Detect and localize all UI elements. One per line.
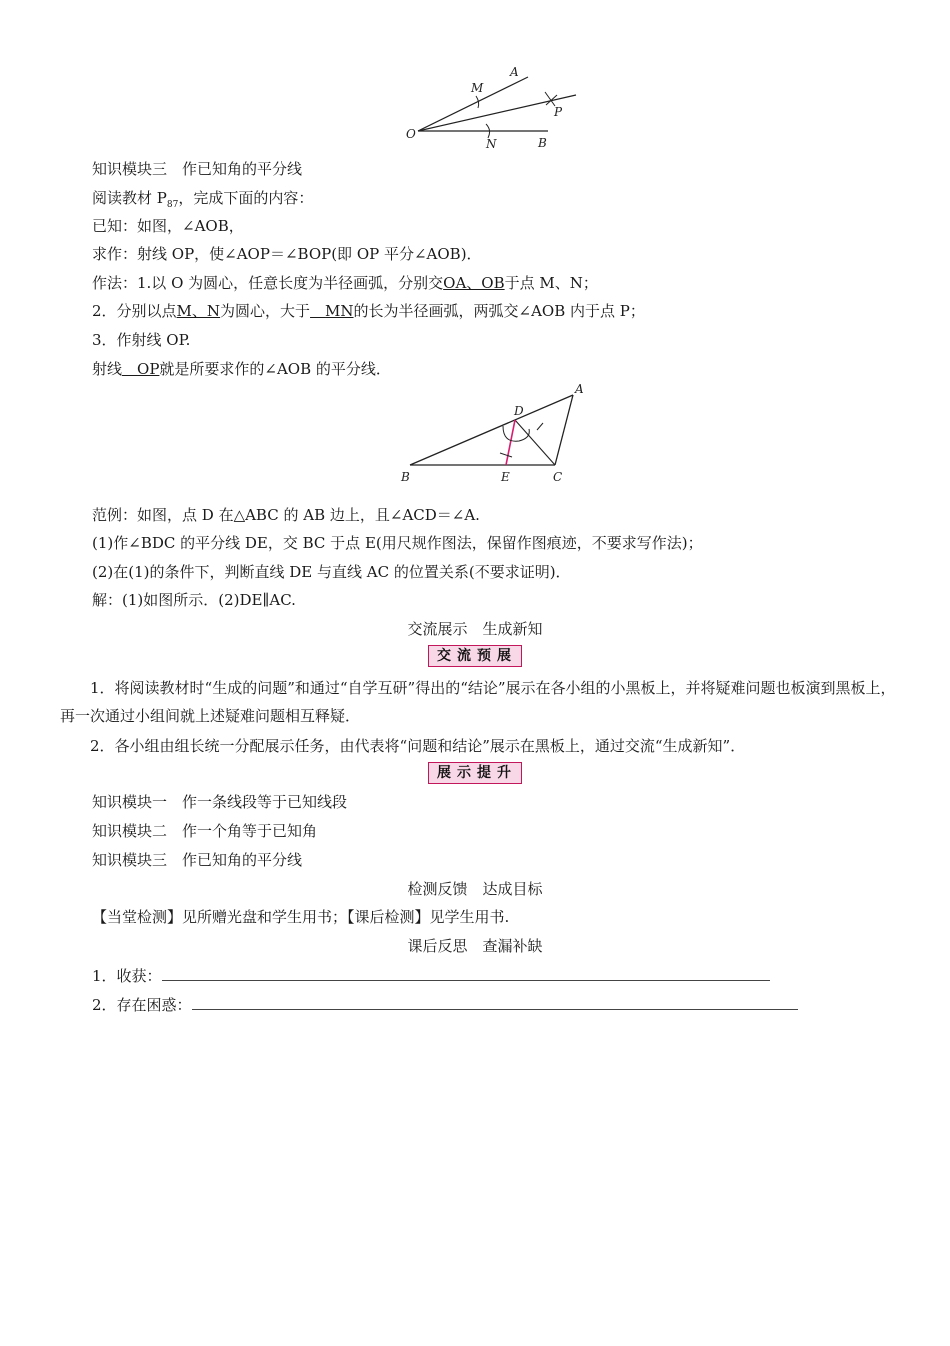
badge-display: 展示提升	[0, 762, 950, 784]
label-m: M	[471, 81, 484, 95]
result-line: 射线 OP就是所要求作的∠AOB 的平分线．	[92, 360, 391, 378]
step2-fill1: M、N	[176, 302, 221, 320]
exchange-p2: 2．各小组由组长统一分配展示任务，由代表将“问题和结论”展示在黑板上，通过交流“生成新知”．	[90, 737, 746, 755]
bisector-de	[506, 420, 515, 465]
label-a: A	[575, 383, 584, 396]
reflect-item-2: 2．存在困惑：	[92, 995, 798, 1015]
known-line: 已知：如图，∠AOB，	[92, 217, 244, 235]
step2-fill2: MN	[325, 302, 354, 320]
angle-bisector-figure	[400, 60, 590, 155]
step2-line: 2．分别以点M、N为圆心，大于 MN的长为半径画弧，两弧交∠AOB 内于点 P；	[92, 302, 645, 320]
label-b: B	[401, 470, 410, 484]
side-ba	[410, 395, 573, 465]
display-item-2: 知识模块二 作一个角等于已知角	[92, 822, 318, 840]
reflect-heading: 课后反思 查漏补缺	[407, 937, 543, 955]
harvest-blank[interactable]	[162, 966, 770, 981]
display-item-3: 知识模块三 作已知角的平分线	[92, 851, 303, 869]
label-b: B	[538, 136, 547, 150]
check-heading: 检测反馈 达成目标	[407, 880, 543, 898]
label-n: N	[486, 137, 497, 151]
example-q1: (1)作∠BDC 的平分线 DE，交 BC 于点 E(用尺规作图法，保留作图痕迹，不要求写作法)；	[92, 534, 703, 552]
arc-cross2	[537, 423, 543, 430]
label-p: P	[554, 105, 563, 119]
exchange-heading: 交流展示 生成新知	[407, 620, 543, 638]
example-answer: 解：(1)如图所示．(2)DE∥AC.	[92, 591, 296, 609]
display-item-1: 知识模块一 作一条线段等于已知线段	[92, 793, 348, 811]
step1-line: 作法：1.以 O 为圆心，任意长度为半径画弧，分别交OA、OB于点 M、N；	[92, 274, 598, 292]
example-q2: (2)在(1)的条件下，判断直线 DE 与直线 AC 的位置关系(不要求证明)．	[92, 563, 571, 581]
badge-exchange: 交流预展	[0, 645, 950, 667]
step3-line: 3．作射线 OP.	[92, 331, 191, 349]
check-text: 【当堂检测】见所赠光盘和学生用书；【课后检测】见学生用书.	[92, 908, 510, 926]
arc-cross1	[500, 453, 512, 457]
side-ac	[555, 395, 573, 465]
label-e: E	[501, 470, 510, 484]
module3-title: 知识模块三 作已知角的平分线	[92, 160, 303, 178]
label-d: D	[514, 404, 524, 418]
reflect-item-1: 1．收获：	[92, 966, 770, 986]
segment-dc	[515, 420, 555, 465]
label-c: C	[553, 470, 563, 484]
result-fill: OP	[137, 360, 160, 378]
confusion-blank[interactable]	[192, 995, 798, 1010]
label-o: O	[406, 127, 416, 141]
step1-fill: OA、OB	[443, 274, 505, 292]
arc-d	[503, 426, 529, 441]
label-a: A	[510, 65, 519, 79]
example-intro: 范例：如图，点 D 在△ABC 的 AB 边上，且∠ACD＝∠A.	[92, 506, 480, 524]
triangle-figure	[395, 383, 595, 488]
exchange-p1: 1．将阅读教材时“生成的问题”和通过“自学互研”得出的“结论”展示在各小组的小黑板上，并将疑难问题也板演到黑板上，再一次通过小组间就上述疑难问题相互释疑．	[60, 679, 896, 725]
find-line: 求作：射线 OP，使∠AOP＝∠BOP(即 OP 平分∠AOB)．	[92, 245, 482, 263]
read-instruction: 阅读教材 $P_{87}$，完成下面的内容：	[92, 189, 314, 210]
ray-op	[418, 95, 576, 131]
